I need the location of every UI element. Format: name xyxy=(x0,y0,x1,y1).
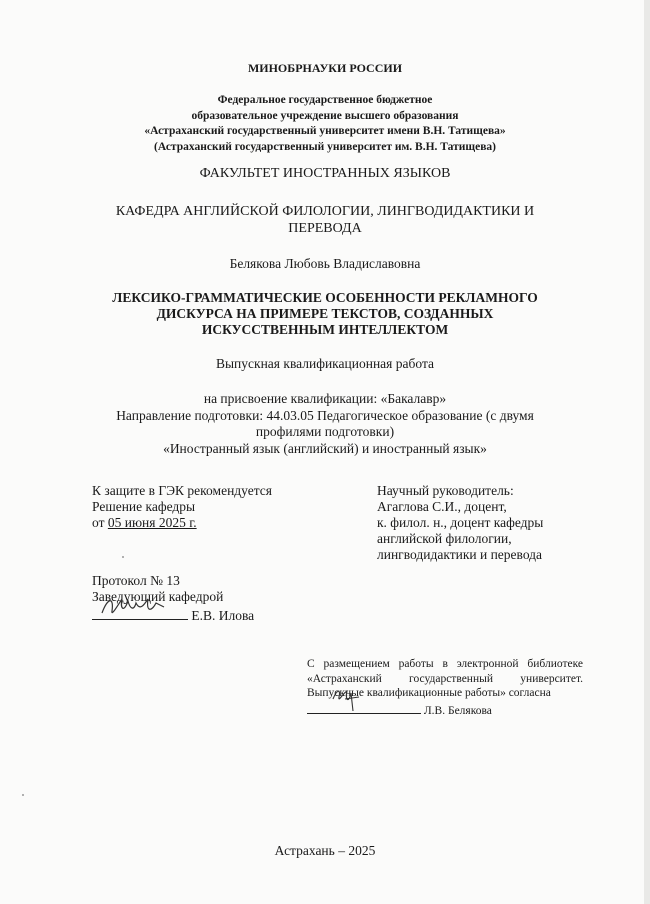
supervisor-line: Агаглова С.И., доцент, xyxy=(377,499,507,514)
defense-date: 05 июня 2025 г. xyxy=(107,515,197,530)
head-block xyxy=(92,573,254,624)
institution-line: «Астраханский государственный университет имени В.Н. Татищева» xyxy=(144,125,506,137)
faculty-heading: ФАКУЛЬТЕТ ИНОСТРАННЫХ ЯЗЫКОВ xyxy=(199,166,451,181)
head-signature xyxy=(92,605,188,620)
consent-text: С размещением работы в электронной библиотеке «Астраханский государственный университет. Выпускные квалификационные работы» согласна xyxy=(307,658,583,699)
paper-speck xyxy=(22,794,24,796)
student-signature-line xyxy=(307,701,583,719)
institution-line: образовательное учреждение высшего образования xyxy=(191,109,459,122)
institution-line: (Астраханский государственный университет им. В.Н. Татищева) xyxy=(153,140,497,153)
student-name: Л.В. Белякова xyxy=(423,704,492,717)
head-signature-line xyxy=(92,605,254,624)
supervisor-block xyxy=(377,483,543,563)
paper-speck xyxy=(122,556,124,558)
defense-recommendation xyxy=(92,483,272,531)
defense-line: Решение кафедры xyxy=(92,499,196,514)
city-year-footer: Астрахань – 2025 xyxy=(274,843,376,858)
supervisor-line: лингводидактики и перевода xyxy=(377,547,543,562)
supervisor-line: английской филологии, xyxy=(377,531,512,546)
author-name: Белякова Любовь Владиславовна xyxy=(229,256,421,271)
qualification-block xyxy=(85,391,565,457)
handwritten-signature-icon xyxy=(98,591,178,621)
defense-line: К защите в ГЭК рекомендуется xyxy=(92,483,273,498)
supervisor-line: Научный руководитель: xyxy=(377,483,514,498)
protocol-number: Протокол № 13 xyxy=(92,573,180,588)
department-heading: КАФЕДРА АНГЛИЙСКОЙ ФИЛОЛОГИИ, ЛИНГВОДИДАКТИКИ И ПЕРЕВОДА xyxy=(115,204,535,236)
handwritten-signature-icon xyxy=(329,685,369,713)
student-signature xyxy=(307,701,421,714)
thesis-title: ЛЕКСИКО-ГРАММАТИЧЕСКИЕ ОСОБЕННОСТИ РЕКЛАМНОГО ДИСКУРСА НА ПРИМЕРЕ ТЕКСТОВ, СОЗДАННЫХ ИСКУССТВЕННЫМ ИНТЕЛЛЕКТОМ xyxy=(112,290,538,337)
supervisor-line: к. филол. н., доцент кафедры xyxy=(377,515,544,530)
qualification-line: Направление подготовки: 44.03.05 Педагогическое образование (с двумя профилями подготовки) xyxy=(116,407,534,439)
head-name: Е.В. Илова xyxy=(191,608,255,623)
qualification-line: «Иностранный язык (английский) и иностранный язык» xyxy=(163,440,487,456)
defense-date-line xyxy=(92,515,272,531)
work-type: Выпускная квалификационная работа xyxy=(215,356,434,371)
ministry-heading: МИНОБРНАУКИ РОССИИ xyxy=(247,61,403,75)
institution-line: Федеральное государственное бюджетное xyxy=(217,94,433,106)
date-prefix: от xyxy=(92,515,108,530)
qualification-line: на присвоение квалификации: «Бакалавр» xyxy=(203,391,447,406)
library-consent xyxy=(307,657,583,718)
head-label: Заведующий кафедрой xyxy=(92,589,224,604)
institution-block xyxy=(0,93,650,155)
